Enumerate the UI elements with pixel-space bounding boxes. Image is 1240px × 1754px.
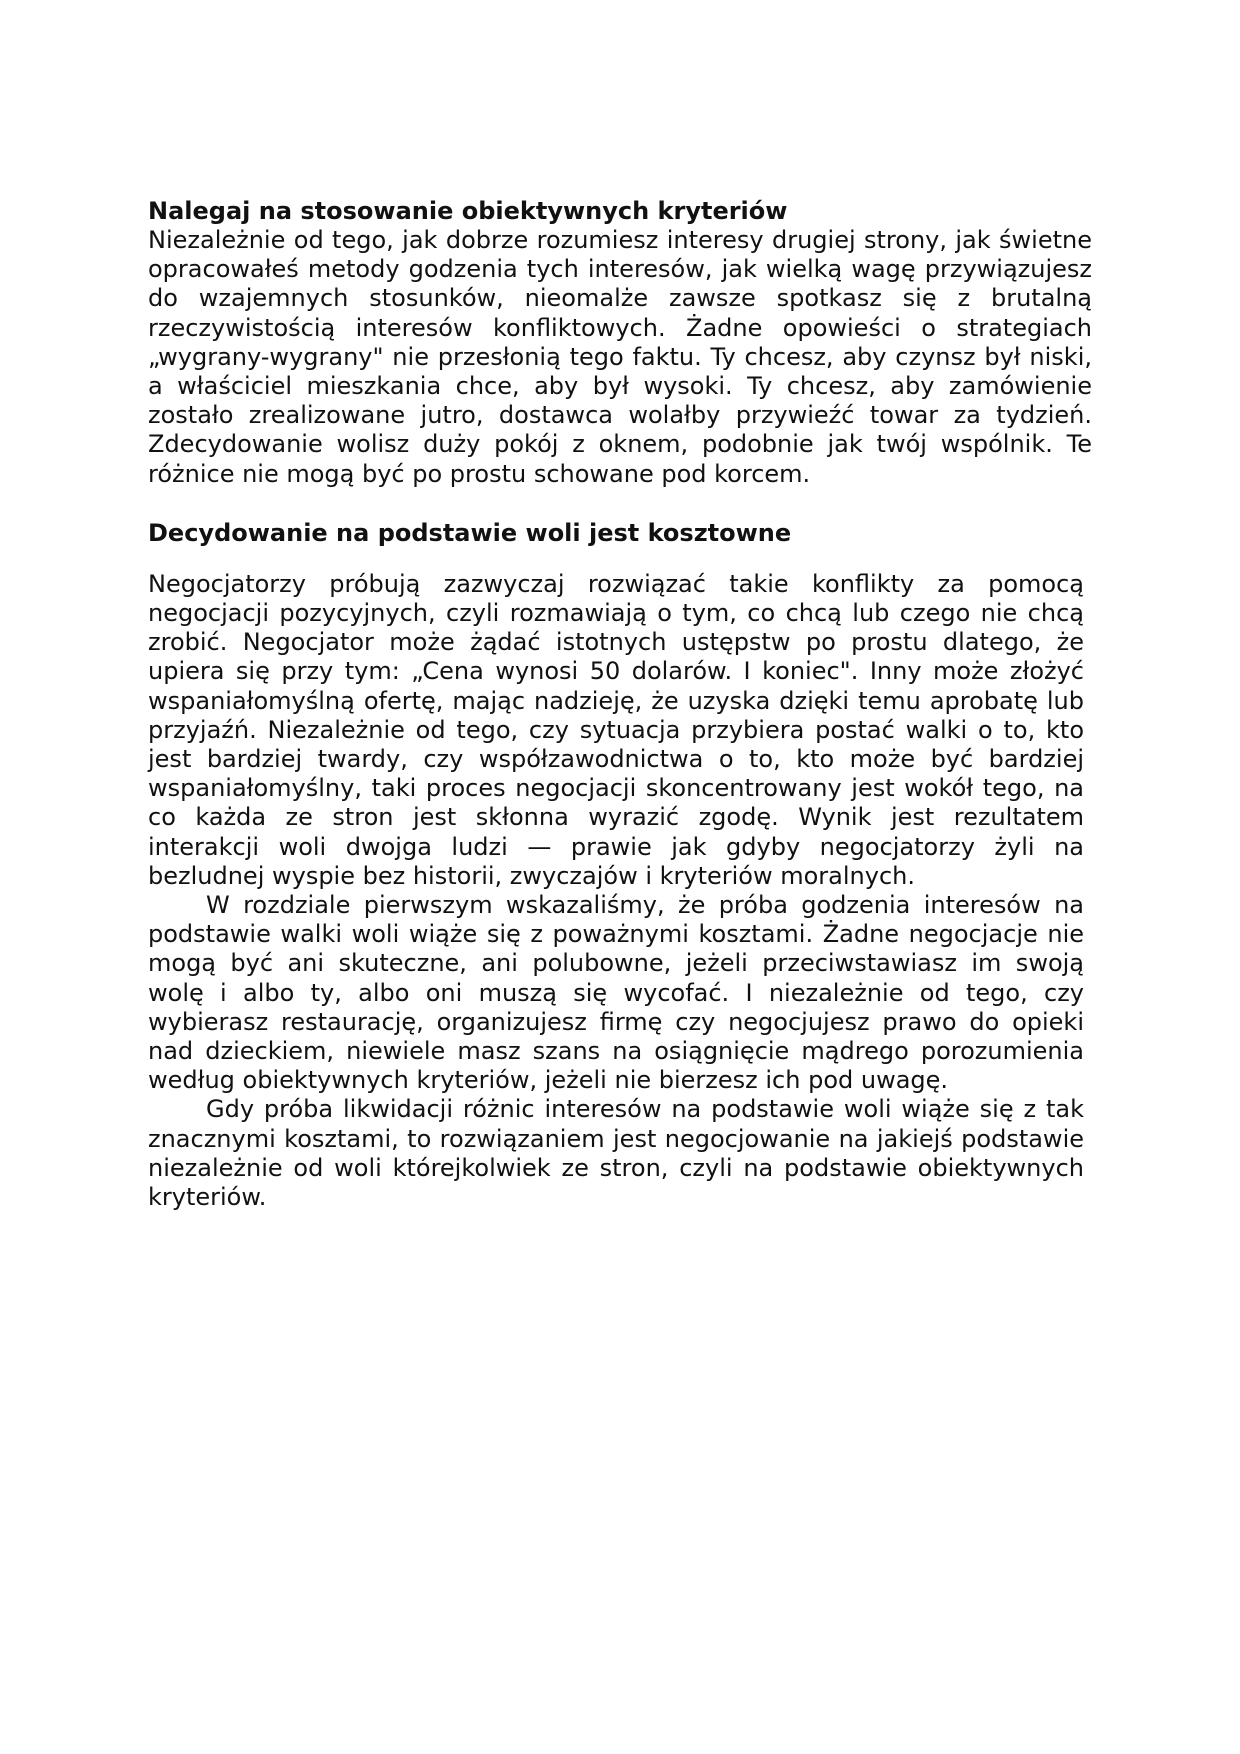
paragraph-solution: Gdy próba likwidacji różnic interesów na podstawie woli wiąże się z tak znacznymi kosztami, to rozwiązaniem jest negocjowanie na jakiejś podstawie niezależnie od woli którejkolwiek ze stron, czyli na podstawie obiektywnych kryteriów. (148, 1095, 1084, 1212)
section-body (148, 570, 1084, 1212)
paragraph-intro: Niezależnie od tego, jak dobrze rozumiesz interesy drugiej strony, jak świetne opracowałeś metody godzenia tych interesów, jak wielką wagę przywiązujesz do wzajemnych stosunków, nieomalże zawsze spotkasz się z brutalną rzeczywistością interesów konfliktowych. Żadne opowieści o strategiach „wygrany-wygrany" nie przesłonią tego faktu. Ty chcesz, aby czynsz był niski, a właściciel mieszkania chce, aby był wysoki. Ty chcesz, aby zamówienie zostało zrealizowane jutro, dostawca wolałby przywieźć towar za tydzień. Zdecydowanie wolisz duży pokój z oknem, podobnie jak twój wspólnik. Te różnice nie mogą być po prostu schowane pod korcem. (148, 226, 1092, 488)
section-heading-will-based-decisions: Decydowanie na podstawie woli jest kosztowne (148, 518, 792, 547)
section-heading-objective-criteria: Nalegaj na stosowanie obiektywnych kryteriów (148, 197, 788, 225)
paragraph-cost-of-will: W rozdziale pierwszym wskazaliśmy, że próba godzenia interesów na podstawie walki woli wiąże się z poważnymi kosztami. Żadne negocjacje nie mogą być ani skuteczne, ani polubowne, jeżeli przeciwstawiasz im swoją wolę i albo ty, albo oni muszą się wycofać. I niezależnie od tego, czy wybierasz restaurację, organizujesz firmę czy negocjujesz prawo do opieki nad dzieckiem, niewiele masz szans na osiągnięcie mądrego porozumienia według obiektywnych kryteriów, jeżeli nie bierzesz ich pod uwagę. (148, 891, 1084, 1095)
document-page (148, 196, 1092, 1212)
paragraph-positional-negotiation: Negocjatorzy próbują zazwyczaj rozwiązać takie konflikty za pomocą negocjacji pozycyjnych, czyli rozmawiają o tym, co chcą lub czego nie chcą zrobić. Negocjator może żądać istotnych ustępstw po prostu dlatego, że upiera się przy tym: „Cena wynosi 50 dolarów. I koniec". Inny może złożyć wspaniałomyślną ofertę, mając nadzieję, że uzyska dzięki temu aprobatę lub przyjaźń. Niezależnie od tego, czy sytuacja przybiera postać walki o to, kto jest bardziej twardy, czy współzawodnictwa o to, kto może być bardziej wspaniałomyślny, taki proces negocjacji skoncentrowany jest wokół tego, na co każda ze stron jest skłonna wyrazić zgodę. Wynik jest rezultatem interakcji woli dwojga ludzi — prawie jak gdyby negocjatorzy żyli na bezludnej wyspie bez historii, zwyczajów i kryteriów moralnych. (148, 569, 1084, 890)
